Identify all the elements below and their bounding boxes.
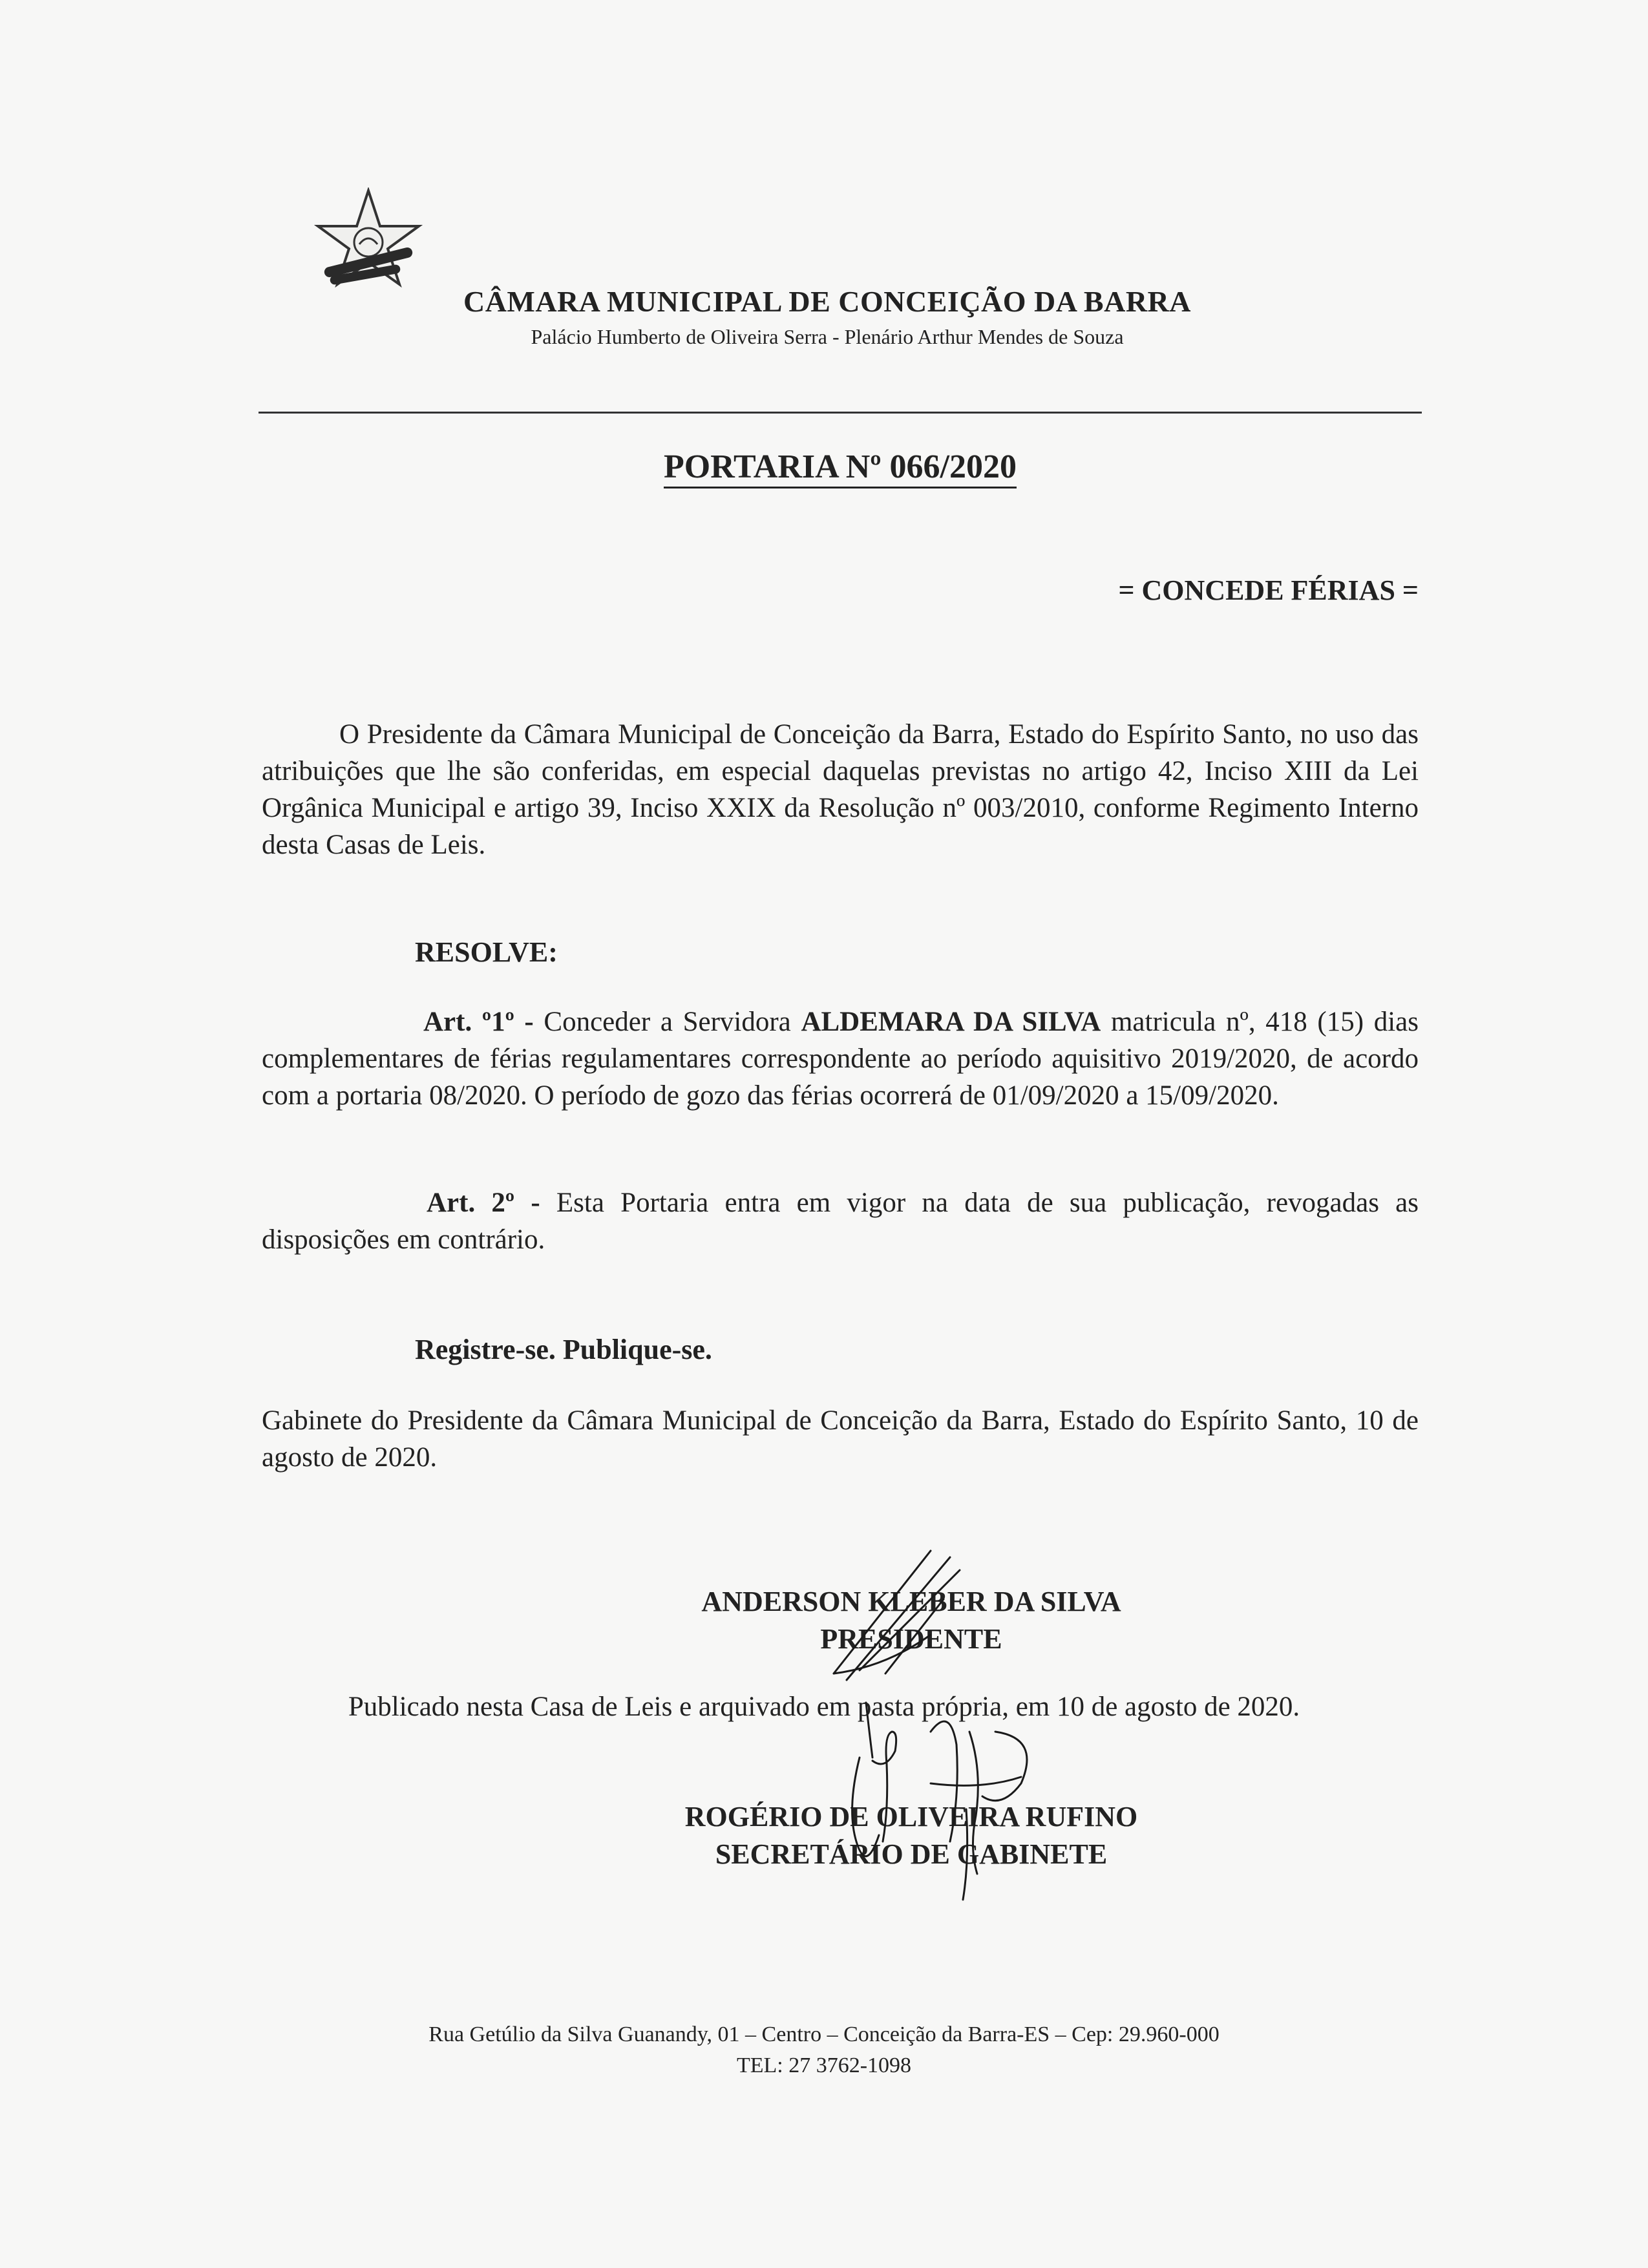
organization-subtitle: Palácio Humberto de Oliveira Serra - Plenário Arthur Mendes de Souza — [531, 325, 1124, 348]
header-divider — [259, 412, 1422, 414]
organization-name: CÂMARA MUNICIPAL DE CONCEIÇÃO DA BARRA — [463, 285, 1191, 318]
article-1-paragraph: Art. º1º - Conceder a Servidora ALDEMARA DA SILVA matricula nº, 418 (15) dias complementares de férias regulamentares correspondente ao período aquisitivo 2019/2020, de acordo com a portaria 08/2020. O período de gozo das férias ocorrerá de 01/09/2020 a 15/09/2020. — [262, 1007, 1419, 1111]
president-role: PRESIDENTE — [820, 1623, 1002, 1655]
publication-note: Publicado nesta Casa de Leis e arquivado em pasta própria, em 10 de agosto de 2020. — [348, 1692, 1300, 1722]
footer-address: Rua Getúlio da Silva Guanandy, 01 – Centro – Conceição da Barra-ES – Cep: 29.960-000 — [428, 2022, 1220, 2046]
servant-name: ALDEMARA DA SILVA — [801, 1007, 1101, 1037]
document-title: PORTARIA Nº 066/2020 — [259, 448, 1422, 486]
president-name: ANDERSON KLEBER DA SILVA — [701, 1586, 1121, 1617]
footer — [194, 2019, 1454, 2081]
footer-phone: TEL: 27 3762-1098 — [736, 2053, 912, 2077]
closing-paragraph: Gabinete do Presidente da Câmara Municipal de Conceição da Barra, Estado do Espírito Santo, 10 de agosto de 2020. — [262, 1405, 1419, 1473]
document-subject: = CONCEDE FÉRIAS = — [1118, 574, 1419, 606]
resolve-heading: RESOLVE: — [415, 936, 558, 968]
article-2-paragraph: Art. 2º - Esta Portaria entra em vigor na data de sua publicação, revogadas as disposições em contrário. — [262, 1188, 1419, 1255]
preamble-paragraph: O Presidente da Câmara Municipal de Conceição da Barra, Estado do Espírito Santo, no uso das atribuições que lhe são conferidas, em especial daquelas previstas no artigo 42, Inciso XIII da Lei Orgânica Municipal e artigo 39, Inciso XXIX da Resolução nº 003/2010, conforme Regimento Interno desta Casas de Leis. — [262, 719, 1419, 860]
article-1-label: Art. º1º - — [423, 1007, 534, 1037]
secretary-role: SECRETÁRIO DE GABINETE — [715, 1838, 1108, 1870]
secretary-name: ROGÉRIO DE OLIVEIRA RUFINO — [684, 1801, 1138, 1832]
handwritten-signature — [737, 1538, 1099, 1926]
article-2-label: Art. 2º - — [427, 1188, 540, 1218]
registre-publique: Registre-se. Publique-se. — [415, 1334, 712, 1365]
star-emblem-icon — [304, 187, 433, 297]
